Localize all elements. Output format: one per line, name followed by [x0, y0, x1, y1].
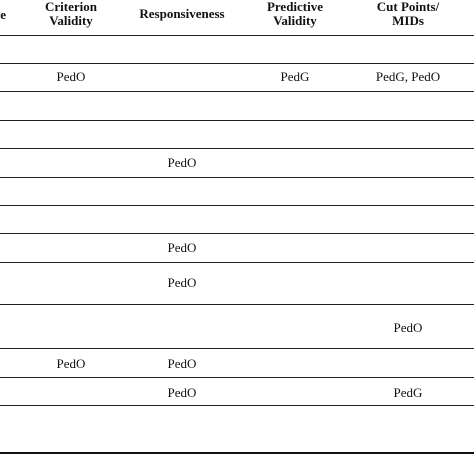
row-rule	[0, 120, 474, 121]
row-rule	[0, 348, 474, 349]
row-rule	[0, 177, 474, 178]
row-rule	[0, 377, 474, 378]
row-rule	[0, 233, 474, 234]
row-rule	[0, 91, 474, 92]
row-rule	[0, 262, 474, 263]
row-rule	[0, 205, 474, 206]
table-cell: PedO	[167, 275, 197, 290]
table-cell: PedG, PedO	[375, 69, 441, 84]
table-cell: PedO	[393, 320, 423, 335]
row-rule	[0, 148, 474, 149]
header-predictive-validity: Predictive Validity	[266, 0, 324, 28]
row-rule	[0, 63, 474, 64]
header-responsiveness: Responsiveness	[139, 6, 225, 21]
row-rule	[0, 304, 474, 305]
header-rule	[0, 35, 474, 36]
table-cell: PedO	[167, 356, 197, 371]
table-cell: PedO	[167, 155, 197, 170]
table-cell: PedO	[167, 385, 197, 400]
table-cell: PedO	[167, 240, 197, 255]
header-criterion-validity: Criterion Validity	[45, 0, 97, 28]
table-cell: PedO	[56, 69, 86, 84]
table-cell: PedO	[56, 356, 86, 371]
row-rule	[0, 405, 474, 406]
table-cell: PedG	[280, 69, 310, 84]
table-cell: PedG	[393, 385, 423, 400]
header-cut-col: e	[0, 7, 6, 22]
header-cut-points-mids: Cut Points/ MIDs	[376, 0, 440, 28]
bottom-rule	[0, 452, 474, 454]
